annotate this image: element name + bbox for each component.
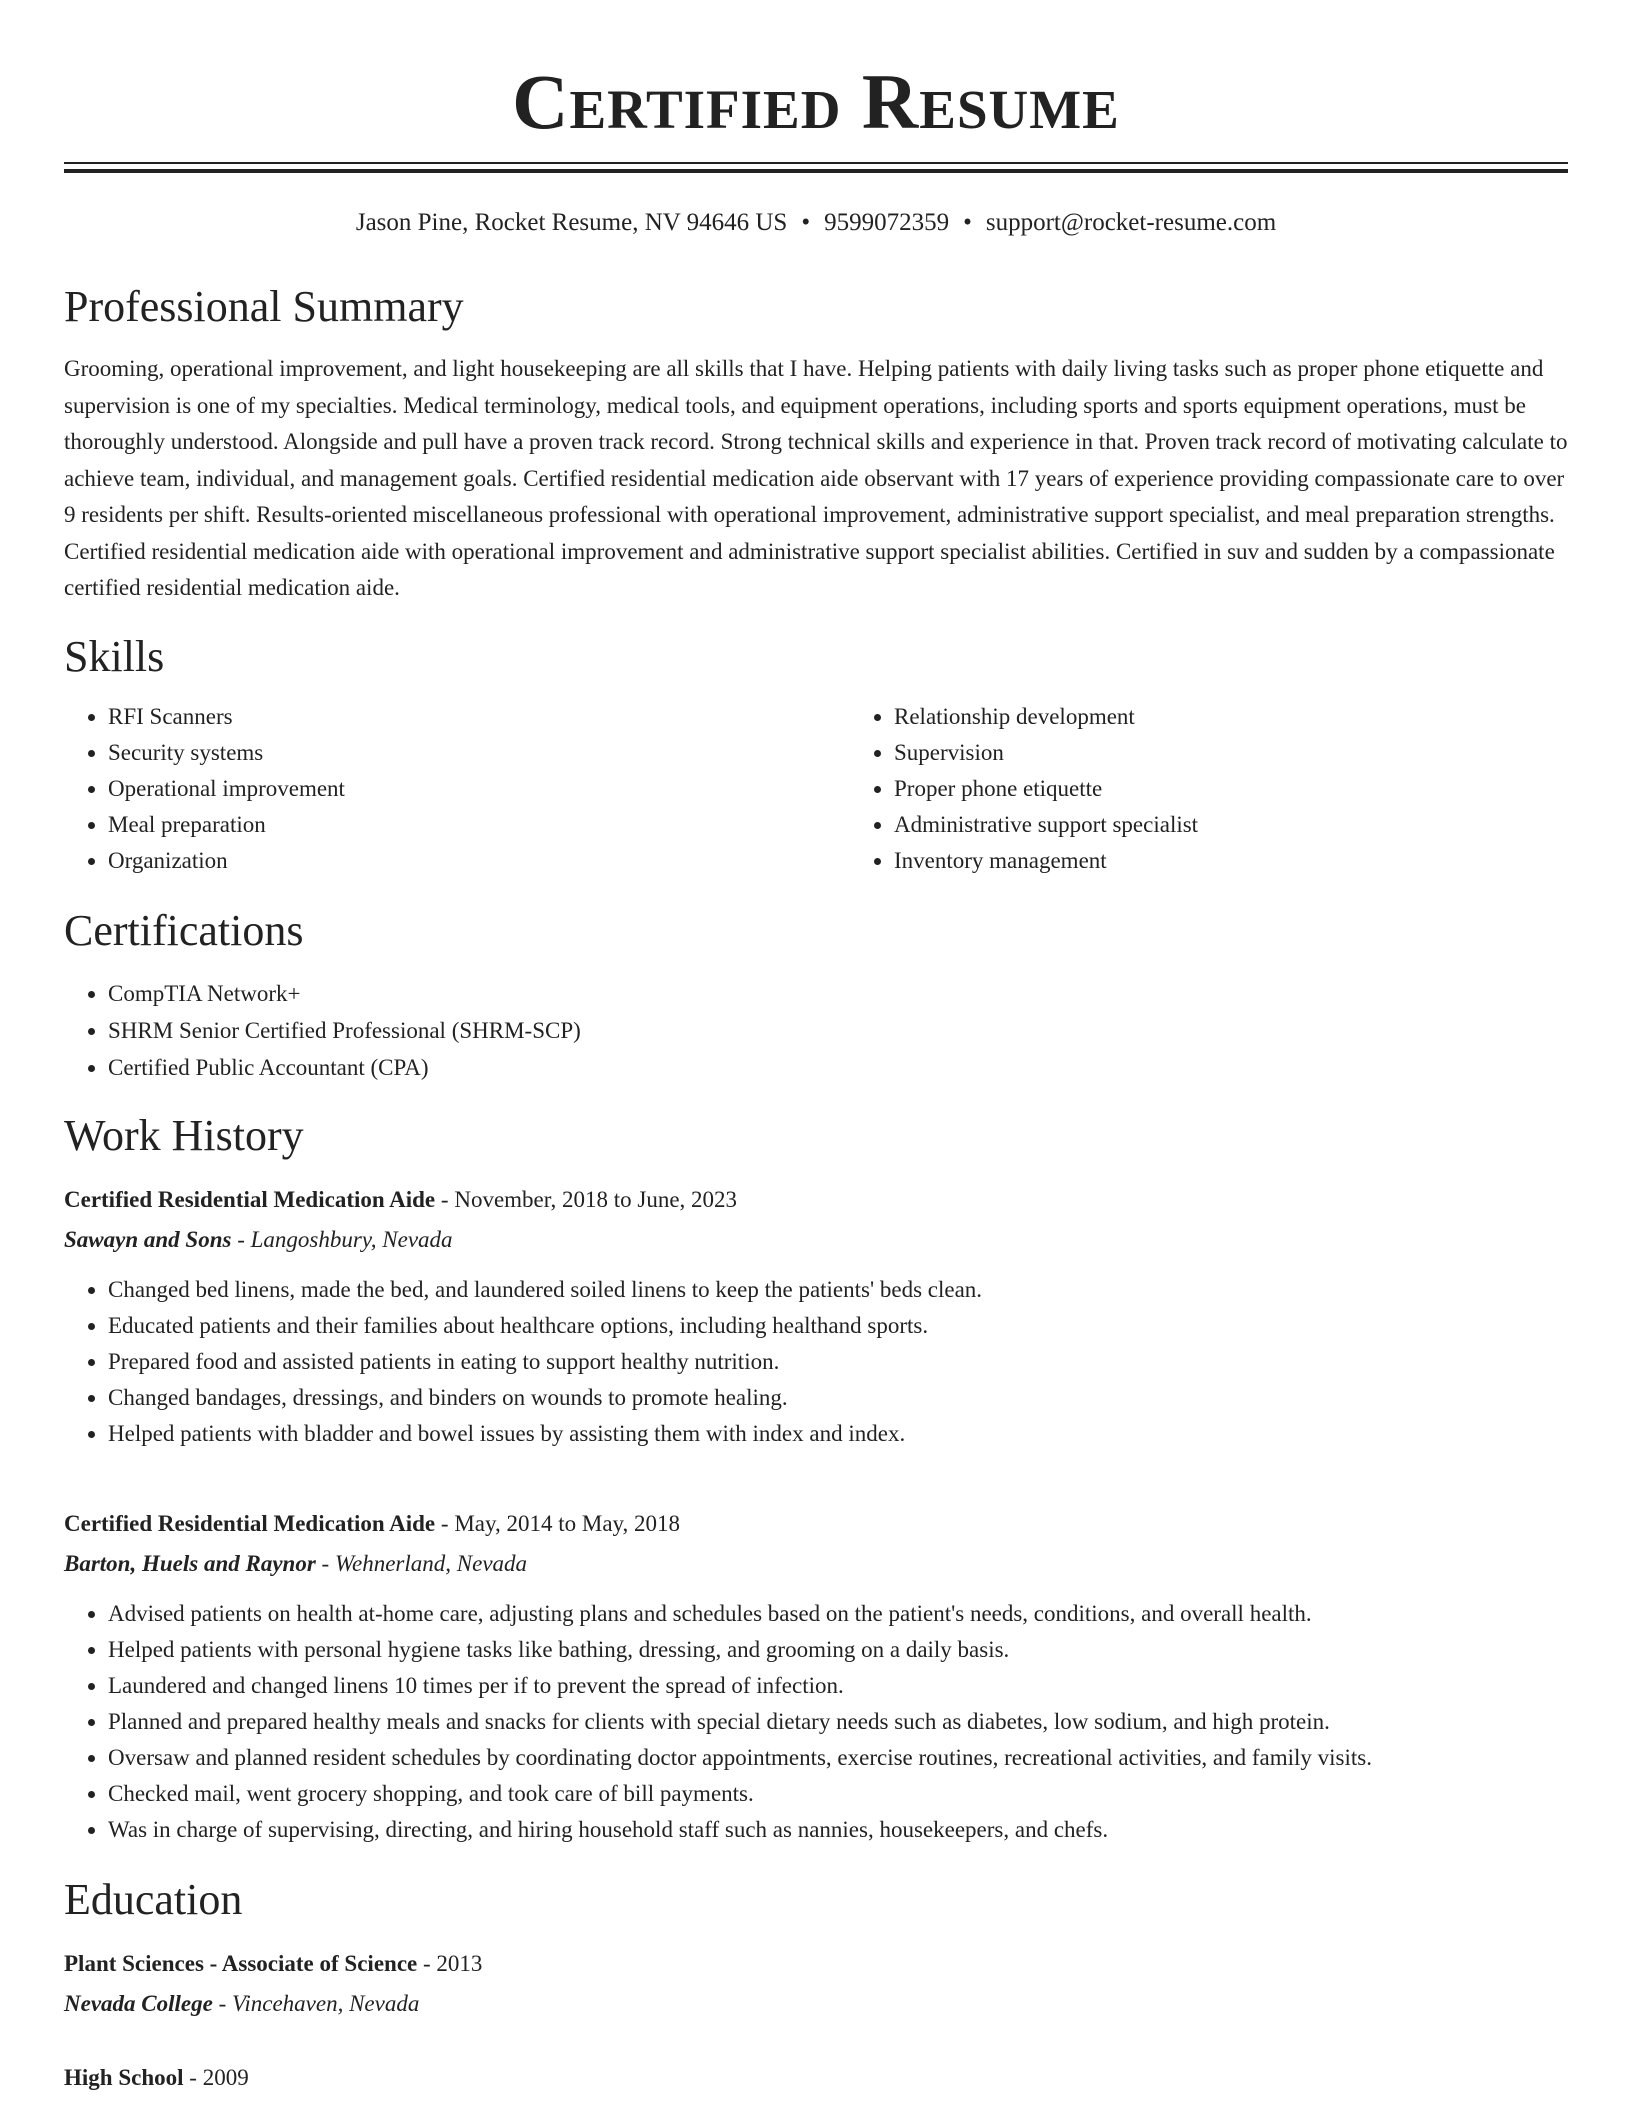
job-title-line: Certified Residential Medication Aide - May, 2014 to May, 2018 xyxy=(64,1510,681,1536)
education-school: Nevada College xyxy=(64,1990,213,2016)
job-dates: November, 2018 to June, 2023 xyxy=(454,1186,738,1212)
contact-address: Jason Pine, Rocket Resume, NV 94646 US xyxy=(355,209,788,236)
education-degree-line: Plant Sciences - Associate of Science - 2013 xyxy=(64,1950,483,1976)
skill-item: • Proper phone etiquette xyxy=(894,771,1568,807)
job-title-line: Certified Residential Medication Aide - November, 2018 to June, 2023 xyxy=(64,1186,738,1212)
job-bullets xyxy=(64,1272,1568,1452)
job-title: Certified Residential Medication Aide xyxy=(64,1510,436,1536)
job-bullet: • Helped patients with bladder and bowel issues by assisting them with index and index. xyxy=(108,1416,1568,1452)
certification-item: • CompTIA Network+ xyxy=(108,975,1568,1012)
certifications-list xyxy=(64,975,1568,1086)
job-bullet: • Changed bed linens, made the bed, and laundered soiled linens to keep the patients' beds clean. xyxy=(108,1272,1568,1308)
job-entry xyxy=(64,1506,1568,1848)
education-entry xyxy=(64,2060,1568,2096)
job-location: Wehnerland, Nevada xyxy=(334,1550,528,1576)
skills-list-left xyxy=(64,699,850,879)
skill-item: • Inventory management xyxy=(894,843,1568,879)
skill-item: • Administrative support specialist xyxy=(894,807,1568,843)
work-history-heading: Work History xyxy=(64,1110,304,1160)
education-school-line: Nevada College - Vincehaven, Nevada xyxy=(64,1990,420,2016)
job-bullet: • Advised patients on health at-home care, adjusting plans and schedules based on the patient's needs, conditions, and overall health. xyxy=(108,1596,1568,1632)
job-dates: May, 2014 to May, 2018 xyxy=(454,1510,681,1536)
contact-line xyxy=(64,207,1568,239)
job-bullet: • Planned and prepared healthy meals and snacks for clients with special dietary needs such as diabetes, low sodium, and high protein. xyxy=(108,1704,1568,1740)
job-employer-line: Barton, Huels and Raynor - Wehnerland, Nevada xyxy=(64,1550,528,1576)
job-bullet: • Laundered and changed linens 10 times per if to prevent the spread of infection. xyxy=(108,1668,1568,1704)
skill-item: • Relationship development xyxy=(894,699,1568,735)
education-location: Vincehaven, Nevada xyxy=(232,1990,420,2016)
resume-title: Certified Resume xyxy=(512,58,1120,145)
skill-item: • Meal preparation xyxy=(108,807,850,843)
contact-phone: 9599072359 xyxy=(824,209,950,236)
education-degree-line: High School - 2009 xyxy=(64,2064,249,2090)
job-bullet: • Educated patients and their families about healthcare options, including healthand sports. xyxy=(108,1308,1568,1344)
education-degree: Plant Sciences - Associate of Science xyxy=(64,1950,418,1976)
job-bullet: • Checked mail, went grocery shopping, and took care of bill payments. xyxy=(108,1776,1568,1812)
education-year: 2013 xyxy=(436,1950,483,1976)
skill-item: • Supervision xyxy=(894,735,1568,771)
skill-item: • Operational improvement xyxy=(108,771,850,807)
contact-separator: • xyxy=(963,209,972,236)
job-bullet: • Changed bandages, dressings, and binders on wounds to promote healing. xyxy=(108,1380,1568,1416)
education-entry xyxy=(64,1946,1568,2022)
skill-item: • Organization xyxy=(108,843,850,879)
certification-item: • Certified Public Accountant (CPA) xyxy=(108,1049,1568,1086)
job-company: Sawayn and Sons xyxy=(64,1226,232,1252)
education-heading: Education xyxy=(64,1874,243,1924)
contact-email: support@rocket-resume.com xyxy=(985,209,1277,236)
skills-columns xyxy=(64,699,1568,879)
summary-text: Grooming, operational improvement, and light housekeeping are all skills that I have. Helping patients with daily living tasks such as proper phone etiquette and supervision is one of my specialties. Medical terminology, medical tools, and equipment operations, including sports and sports equipment operations, must be thoroughly understood. Alongside and pull have a proven track record. Strong technical skills and experience in that. Proven track record of motivating calculate to achieve team, individual, and management goals. Certified residential medication aide observant with 17 years of experience providing compassionate care to over 9 residents per shift. Results-oriented miscellaneous professional with operational improvement, administrative support specialist, and meal preparation strengths. Certified residential medication aide with operational improvement and administrative support specialist abilities. Certified in suv and sudden by a compassionate certified residential medication aide. xyxy=(64,356,1568,600)
education-degree: High School xyxy=(64,2064,184,2090)
certification-item: • SHRM Senior Certified Professional (SHRM-SCP) xyxy=(108,1012,1568,1049)
contact-separator: • xyxy=(801,209,811,236)
job-bullet: • Helped patients with personal hygiene tasks like bathing, dressing, and grooming on a daily basis. xyxy=(108,1632,1568,1668)
job-location: Langoshbury, Nevada xyxy=(250,1226,453,1252)
skills-heading: Skills xyxy=(64,631,165,681)
title-divider-thin xyxy=(64,162,1568,164)
job-title: Certified Residential Medication Aide xyxy=(64,1186,436,1212)
skill-item: • RFI Scanners xyxy=(108,699,850,735)
job-bullet: • Prepared food and assisted patients in eating to support healthy nutrition. xyxy=(108,1344,1568,1380)
job-company: Barton, Huels and Raynor xyxy=(64,1550,316,1576)
education-year: 2009 xyxy=(202,2064,249,2090)
job-bullet: • Was in charge of supervising, directing, and hiring household staff such as nannies, housekeepers, and chefs. xyxy=(108,1812,1568,1848)
skills-list-right xyxy=(850,699,1568,879)
summary-heading: Professional Summary xyxy=(64,282,464,331)
job-bullets xyxy=(64,1596,1568,1848)
job-bullet: • Oversaw and planned resident schedules by coordinating doctor appointments, exercise routines, recreational activities, and family visits. xyxy=(108,1740,1568,1776)
skill-item: • Security systems xyxy=(108,735,850,771)
job-entry xyxy=(64,1182,1568,1452)
title-divider-thick xyxy=(64,169,1568,173)
job-employer-line: Sawayn and Sons - Langoshbury, Nevada xyxy=(64,1226,453,1252)
certifications-heading: Certifications xyxy=(64,905,304,955)
